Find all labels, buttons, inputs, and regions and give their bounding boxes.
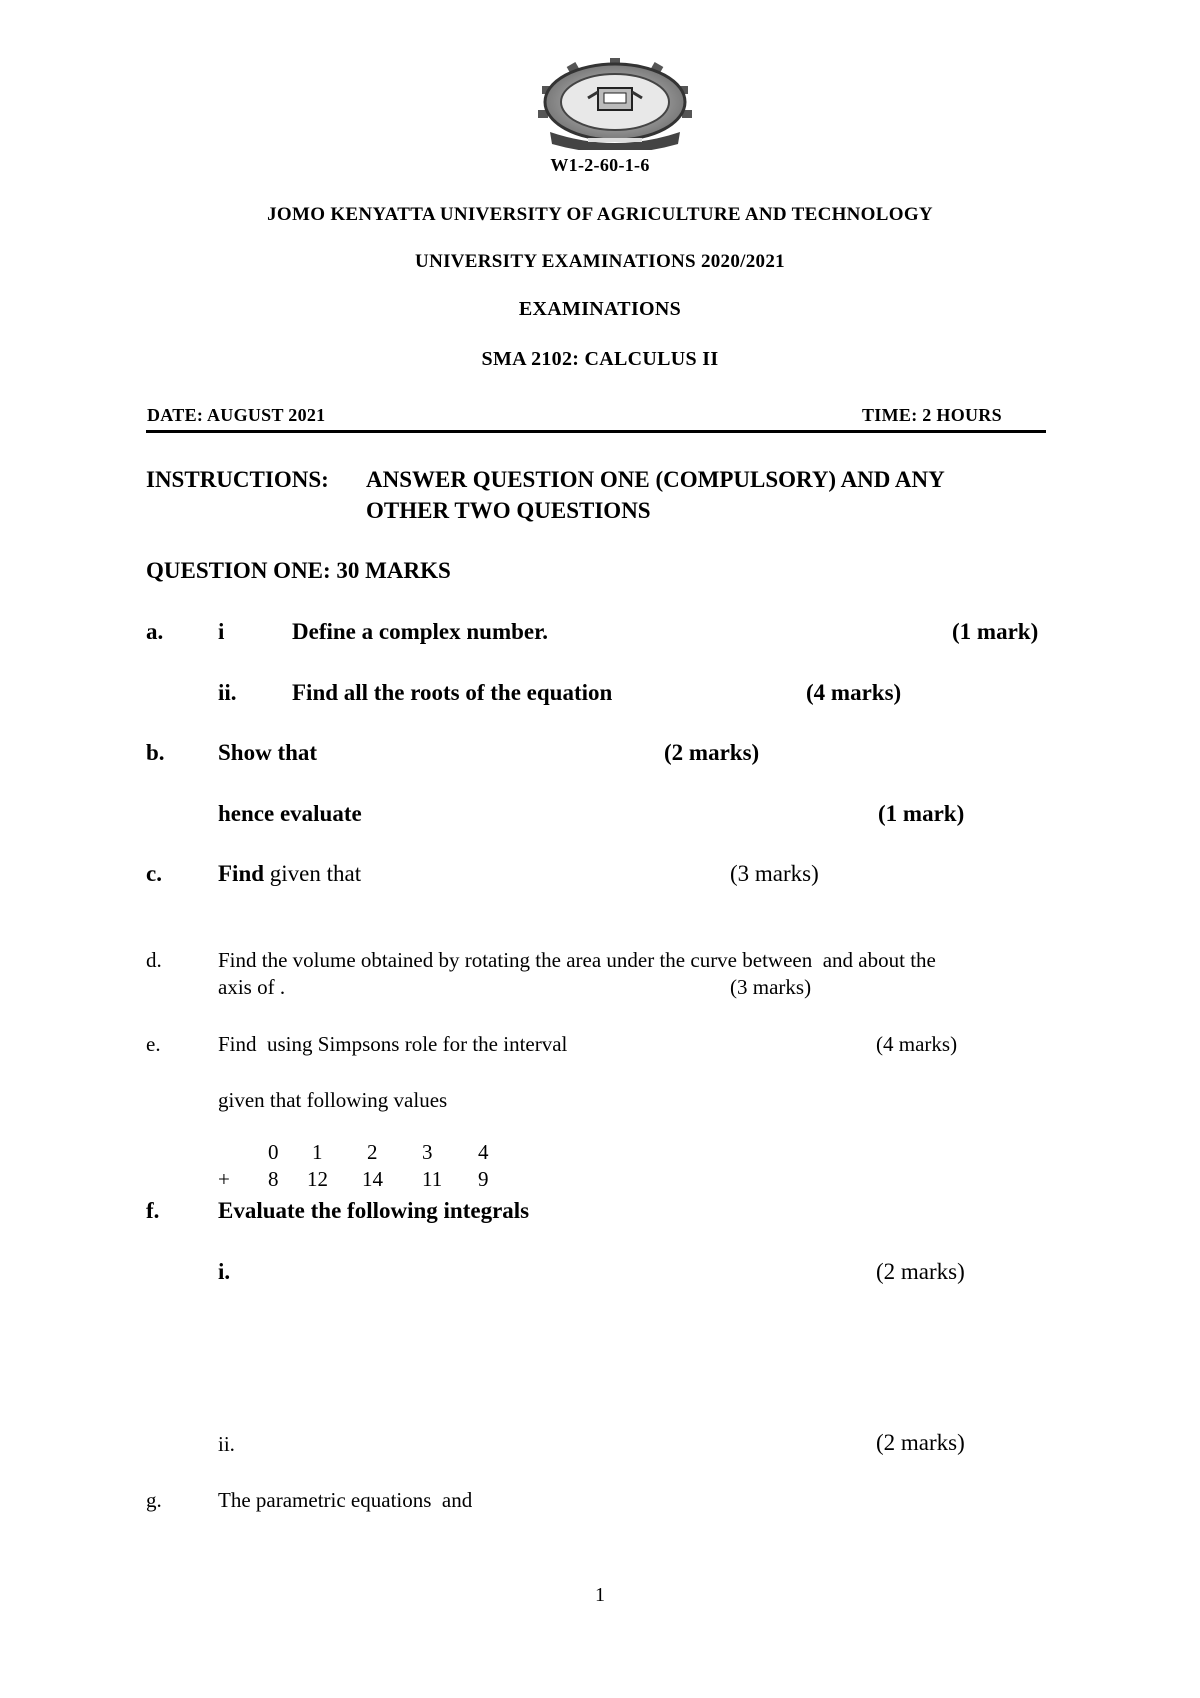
table-y-2: 14 bbox=[362, 1167, 383, 1191]
part-a-i-marks: (1 mark) bbox=[952, 619, 1039, 644]
part-f-i-marks: (2 marks) bbox=[876, 1259, 965, 1284]
part-a-ii-text: Find all the roots of the equation bbox=[292, 680, 613, 705]
part-e-letter: e. bbox=[146, 1032, 161, 1056]
part-f-ii-num: ii. bbox=[218, 1432, 235, 1456]
table-y-0: 8 bbox=[268, 1167, 279, 1191]
table-row2-prefix: + bbox=[218, 1167, 230, 1191]
table-x-4: 4 bbox=[478, 1140, 489, 1164]
header-divider bbox=[146, 430, 1046, 433]
part-b-letter: b. bbox=[146, 740, 165, 765]
instructions-line-1: ANSWER QUESTION ONE (COMPULSORY) AND ANY bbox=[366, 467, 945, 492]
part-c-letter: c. bbox=[146, 861, 162, 886]
part-a-i-num: i bbox=[218, 619, 225, 644]
part-c-text-rest: given that bbox=[264, 861, 362, 886]
instructions-label: INSTRUCTIONS: bbox=[146, 467, 329, 492]
part-b-text: Show that bbox=[218, 740, 318, 765]
part-e-marks: (4 marks) bbox=[876, 1032, 958, 1056]
part-c-marks: (3 marks) bbox=[730, 861, 819, 886]
question-one-title: QUESTION ONE: 30 MARKS bbox=[146, 558, 451, 583]
part-d-line-2: axis of . bbox=[218, 975, 286, 999]
part-b-hence-text: hence evaluate bbox=[218, 801, 362, 826]
exam-date: DATE: AUGUST 2021 bbox=[147, 405, 326, 425]
part-e-text: Find using Simpsons role for the interval bbox=[218, 1032, 568, 1056]
part-c-text bbox=[218, 861, 361, 887]
part-g-letter: g. bbox=[146, 1488, 162, 1512]
part-d-letter: d. bbox=[146, 948, 162, 972]
exam-type: EXAMINATIONS bbox=[518, 298, 682, 320]
part-f-i-num: i. bbox=[218, 1259, 231, 1284]
exam-code: W1-2-60-1-6 bbox=[550, 155, 650, 175]
course-title: SMA 2102: CALCULUS II bbox=[481, 348, 719, 370]
university-crest-logo bbox=[528, 58, 702, 150]
instructions-line-2: OTHER TWO QUESTIONS bbox=[366, 498, 651, 523]
table-x-1: 1 bbox=[312, 1140, 323, 1164]
page-number: 1 bbox=[595, 1584, 605, 1606]
part-b-hence-marks: (1 mark) bbox=[878, 801, 965, 826]
part-b-marks: (2 marks) bbox=[664, 740, 760, 765]
part-a-ii-num: ii. bbox=[218, 680, 237, 705]
part-e-line-2: given that following values bbox=[218, 1088, 448, 1112]
part-a-letter: a. bbox=[146, 619, 164, 644]
table-y-1: 12 bbox=[307, 1167, 328, 1191]
values-table bbox=[0, 1140, 1200, 1200]
exam-time: TIME: 2 HOURS bbox=[862, 405, 1002, 425]
part-f-ii-marks: (2 marks) bbox=[876, 1430, 965, 1455]
part-d-line-1: Find the volume obtained by rotating the area under the curve between and about the bbox=[218, 948, 936, 972]
table-y-4: 9 bbox=[478, 1167, 489, 1191]
table-y-3: 11 bbox=[422, 1167, 443, 1191]
part-a-i-text: Define a complex number. bbox=[292, 619, 548, 644]
exam-session: UNIVERSITY EXAMINATIONS 2020/2021 bbox=[415, 251, 785, 272]
table-x-3: 3 bbox=[422, 1140, 433, 1164]
part-f-text: Evaluate the following integrals bbox=[218, 1198, 530, 1223]
part-a-ii-marks: (4 marks) bbox=[806, 680, 902, 705]
university-name: JOMO KENYATTA UNIVERSITY OF AGRICULTURE AND TECHNOLOGY bbox=[267, 204, 933, 225]
table-x-2: 2 bbox=[367, 1140, 378, 1164]
table-x-0: 0 bbox=[268, 1140, 279, 1164]
part-g-text: The parametric equations and bbox=[218, 1488, 473, 1512]
part-d-marks: (3 marks) bbox=[730, 975, 812, 999]
part-f-letter: f. bbox=[146, 1198, 160, 1223]
part-c-text-bold: Find bbox=[218, 861, 265, 886]
